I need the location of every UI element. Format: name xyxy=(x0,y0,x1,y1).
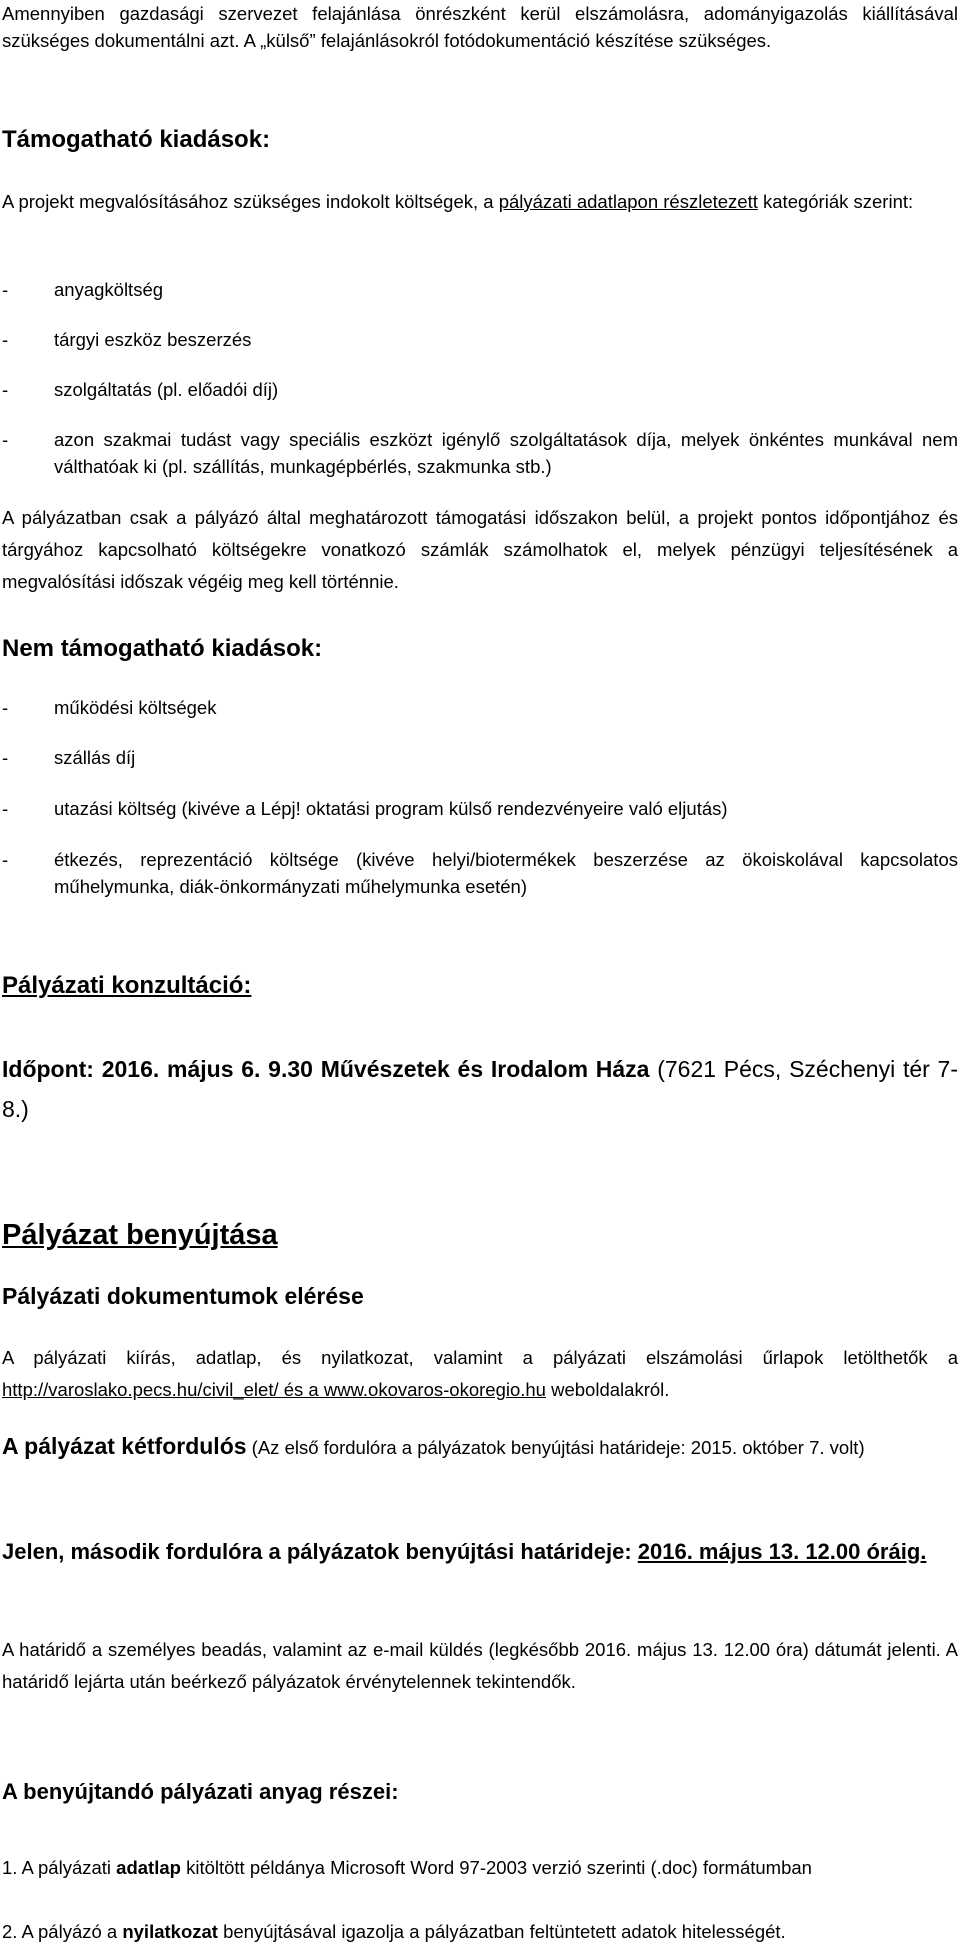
unsupported-heading: Nem támogatható kiadások: xyxy=(2,635,323,662)
list-item: - azon szakmai tudást vagy speciális eszközt igénylő szolgáltatások díja, melyek önkéntes munkával nem válthatóak ki (pl. szállítás, munkagépbérlés, szakmunka stb.) xyxy=(2,429,958,477)
supported-heading: Támogatható kiadások: xyxy=(2,126,271,153)
docs-heading: Pályázati dokumentumok elérése xyxy=(2,1283,364,1309)
intro-paragraph: Amennyiben gazdasági szervezet felajánlása önrészként kerül elszámolásra, adományigazolás kiállításával szükséges dokumentálni azt. A „külső” felajánlásokról fotódokumentáció készítése szükséges. xyxy=(2,3,958,51)
parts-heading: A benyújtandó pályázati anyag részei: xyxy=(2,1779,399,1804)
consultation-heading: Pályázati konzultáció: xyxy=(2,972,252,999)
list-item: - anyagköltség xyxy=(2,279,164,300)
list-item: - étkezés, reprezentáció költsége (kivéve helyi/biotermékek beszerzése az ökoiskolával kapcsolatos műhelymunka, diák-önkormányzati műhelymunka esetén) xyxy=(2,849,958,897)
docs-link[interactable]: http://varoslako.pecs.hu/civil_elet/ és a www.okovaros-okoregio.hu xyxy=(2,1379,546,1400)
list-item: - szállás díj xyxy=(2,747,136,768)
parts-item-1: 1. A pályázati adatlap kitöltött példánya Microsoft Word 97-2003 verzió szerinti (.doc) formátumban xyxy=(2,1857,812,1878)
docs-paragraph: A pályázati kiírás, adatlap, és nyilatkozat, valamint a pályázati elszámolási űrlapok letölthetők a http://varoslako.pecs.hu/civil_elet/ és a www.okovaros-okoregio.hu weboldalakról. xyxy=(2,1347,958,1400)
submission-heading: Pályázat benyújtása xyxy=(2,1219,278,1251)
supported-intro: A projekt megvalósításához szükséges indokolt költségek, a pályázati adatlapon részletezett kategóriák szerint: xyxy=(2,191,914,212)
two-round-paragraph: A pályázat kétfordulós (Az első fordulóra a pályázatok benyújtási határideje: 2015. október 7. volt) xyxy=(2,1433,865,1459)
list-item: - utazási költség (kivéve a Lépj! oktatási program külső rendezvényeire való eljutás) xyxy=(2,798,728,819)
list-item: - szolgáltatás (pl. előadói díj) xyxy=(2,379,279,400)
adatlap-link[interactable]: pályázati adatlapon részletezett xyxy=(498,191,758,212)
supported-note: A pályázatban csak a pályázó által meghatározott támogatási időszakon belül, a projekt pontos időpontjához és tárgyához kapcsolható költségekre vonatkozó számlák számolhatok el, melyek pénzügyi teljesítésének a megvalósítási időszak végéig meg kell történnie. xyxy=(2,507,958,592)
consultation-time: Időpont: 2016. május 6. 9.30 Művészetek és Irodalom Háza (7621 Pécs, Széchenyi tér 7-8.) xyxy=(2,1056,958,1122)
list-item: - tárgyi eszköz beszerzés xyxy=(2,329,252,350)
list-item: - működési költségek xyxy=(2,697,217,718)
deadline-paragraph: Jelen, második fordulóra a pályázatok benyújtási határideje: 2016. május 13. 12.00 óráig. xyxy=(2,1539,927,1564)
parts-item-2: 2. A pályázó a nyilatkozat benyújtásával igazolja a pályázatban feltüntetett adatok hitelességét. xyxy=(2,1921,786,1942)
deadline-note: A határidő a személyes beadás, valamint az e-mail küldés (legkésőbb 2016. május 13. 12.00 óra) dátumát jelenti. A határidő lejárta után beérkező pályázatok érvénytelennek tekintendők. xyxy=(2,1639,958,1692)
